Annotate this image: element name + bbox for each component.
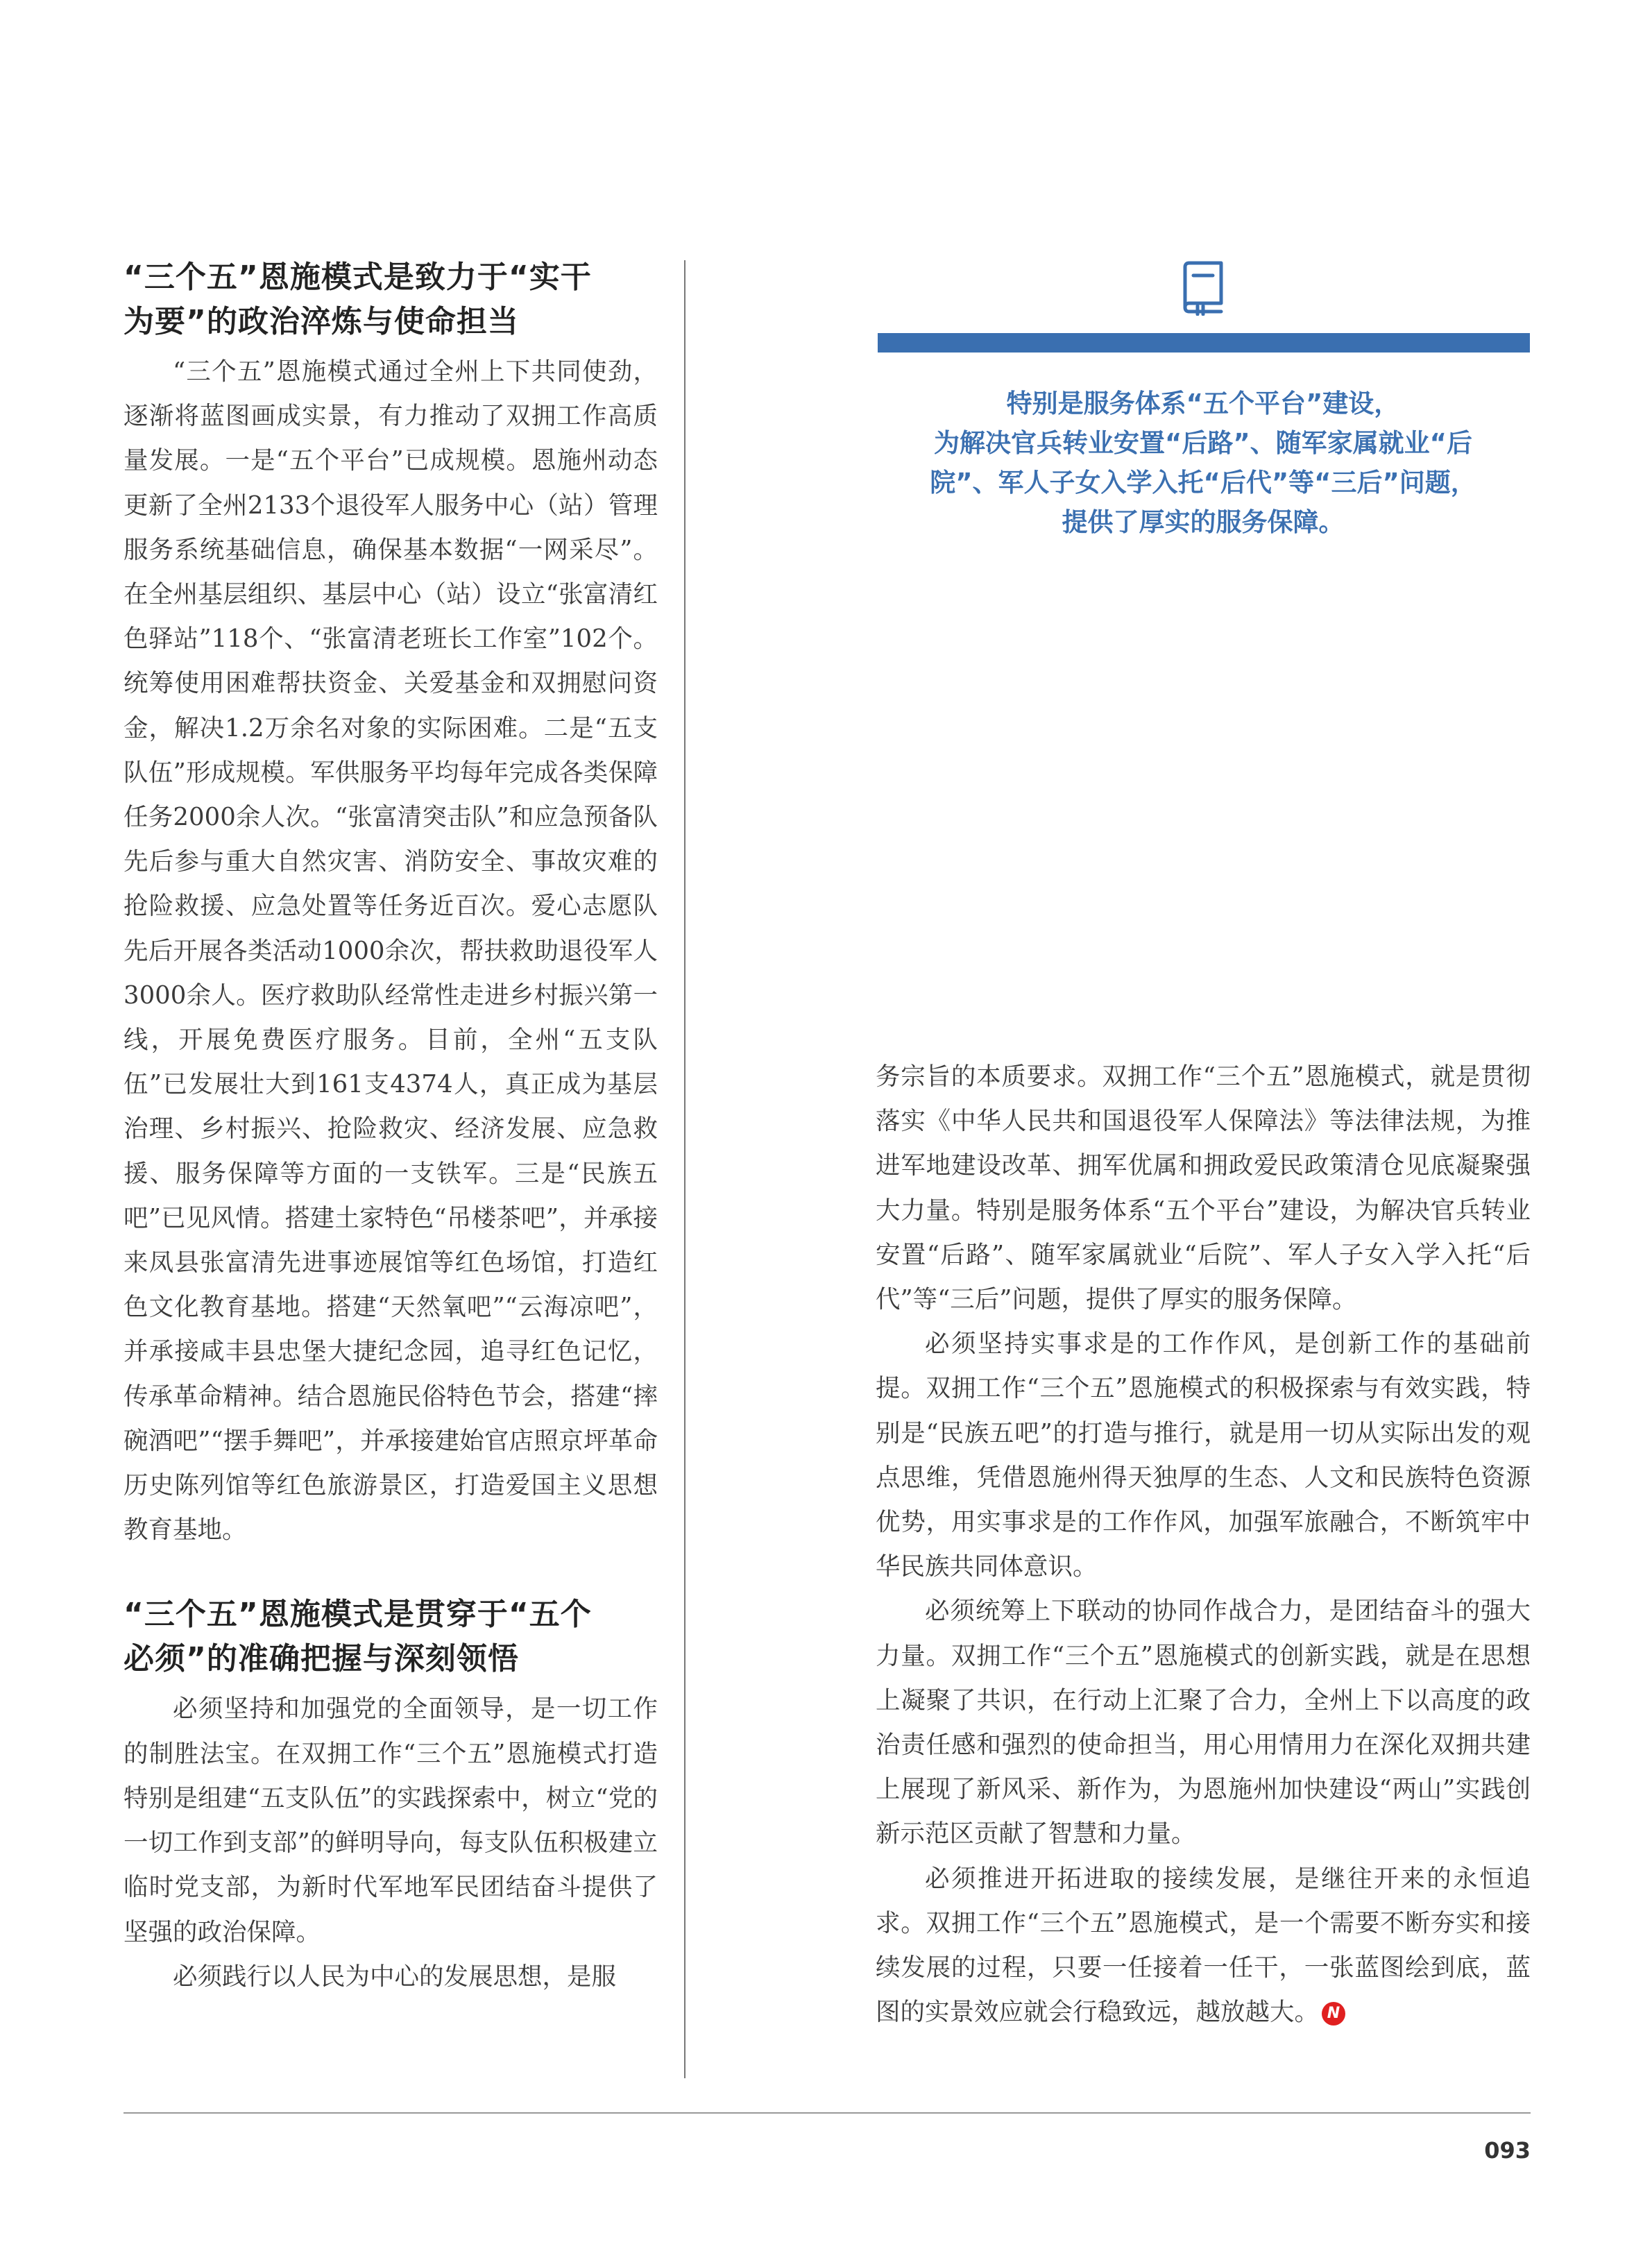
section-1-paragraph: “三个五”恩施模式通过全州上下共同使劲，逐渐将蓝图画成实景，有力推动了双拥工作高质量发展。一是“五个平台”已成规模。恩施州动态更新了全州2133个退役军人服务中心（站）管理服务系统基础信息，确保基本数据“一网采尽”。在全州基层组织、基层中心（站）设立“张富清红色驿站”118个、“张富清老班长工作室”102个。统筹使用困难帮扶资金、关爱基金和双拥慰问资金，解决1.2万余名对象的实际困难。二是“五支队伍”形成规模。军供服务平均每年完成各类保障任务2000余人次。“张富清突击队”和应急预备队先后参与重大自然灾害、消防安全、事故灾难的抢险救援、应急处置等任务近百次。爱心志愿队先后开展各类活动1000余次，帮扶救助退役军人3000余人。医疗救助队经常性走进乡村振兴第一线，开展免费医疗服务。目前，全州“五支队伍”已发展壮大到161支4374人，真正成为基层治理、乡村振兴、抢险救灾、经济发展、应急救援、服务保障等方面的一支铁军。三是“民族五吧”已见风情。搭建土家特色“吊楼茶吧”，并承接来凤县张富清先进事迹展馆等红色场馆，打造红色文化教育基地。搭建“天然氧吧”“云海凉吧”，并承接咸丰县忠堡大捷纪念园，追寻红色记忆，传承革命精神。结合恩施民俗特色节会，搭建“摔碗酒吧”“摆手舞吧”，并承接建始官店照京坪革命历史陈列馆等红色旅游景区，打造爱国主义思想教育基地。 [124, 357, 658, 1545]
right-column [876, 1055, 1531, 2035]
book-icon [1180, 260, 1227, 316]
section-2-paragraph-3: 必须坚持实事求是的工作作风，是创新工作的基础前提。双拥工作“三个五”恩施模式的积极探索与有效实践，特别是“民族五吧”的打造与推行，就是用一切从实际出发的观点思维，凭借恩施州得天独厚的生态、人文和民族特色资源优势，用实事求是的工作作风，加强军旅融合，不断筑牢中华民族共同体意识。 [876, 1330, 1531, 1581]
section-2-paragraph-2-start: 必须践行以人民为中心的发展思想，是服 [173, 1962, 617, 1991]
section-2-paragraph-5: 必须推进开拓进取的接续发展，是继往开来的永恒追求。双拥工作“三个五”恩施模式，是一个需要不断夯实和接续发展的过程，只要一任接着一任干，一张蓝图绘到底，蓝图的实景效应就会行稳致远，越放越大。 N [876, 1864, 1531, 2027]
pull-quote: 特别是服务体系“五个平台”建设， 为解决官兵转业安置“后路”、随军家属就业“后 院”、军人子女入学入托“后代”等“三后”问题， 提供了厚实的服务保障。 [930, 389, 1476, 537]
section-2-paragraph-1: 必须坚持和加强党的全面领导，是一切工作的制胜法宝。在双拥工作“三个五”恩施模式打造特别是组建“五支队伍”的实践探索中，树立“党的一切工作到支部”的鲜明导向，每支队伍积极建立临时党支部，为新时代军地军民团结奋斗提供了坚强的政治保障。 [124, 1695, 658, 1946]
page-number: 093 [1484, 2137, 1531, 2164]
footer-divider [124, 2112, 1531, 2114]
section-2-paragraph-2-continued: 务宗旨的本质要求。双拥工作“三个五”恩施模式，就是贯彻落实《中华人民共和国退役军人保障法》等法律法规，为推进军地建设改革、拥军优属和拥政爱民政策清仓见底凝聚强大力量。特别是服务体系“五个平台”建设，为解决官兵转业安置“后路”、随军家属就业“后院”、军人子女入学入托“后代”等“三后”问题，提供了厚实的服务保障。 [876, 1062, 1531, 1314]
end-mark-icon: N [1322, 2002, 1345, 2026]
section-2-paragraph-4: 必须统筹上下联动的协同作战合力，是团结奋斗的强大力量。双拥工作“三个五”恩施模式的创新实践，就是在思想上凝聚了共识，在行动上汇聚了合力，全州上下以高度的政治责任感和强烈的使命担当，用心用情用力在深化双拥共建上展现了新风采、新作为，为恩施州加快建设“两山”实践创新示范区贡献了智慧和力量。 [876, 1597, 1531, 1849]
section-title-1: “三个五”恩施模式是致力于“实干 为要”的政治淬炼与使命担当 [124, 260, 592, 339]
left-column [124, 255, 658, 1999]
column-divider [684, 260, 686, 2078]
section-title-2: “三个五”恩施模式是贯穿于“五个 必须”的准确把握与深刻领悟 [124, 1597, 592, 1677]
pull-quote-bar [878, 333, 1530, 353]
